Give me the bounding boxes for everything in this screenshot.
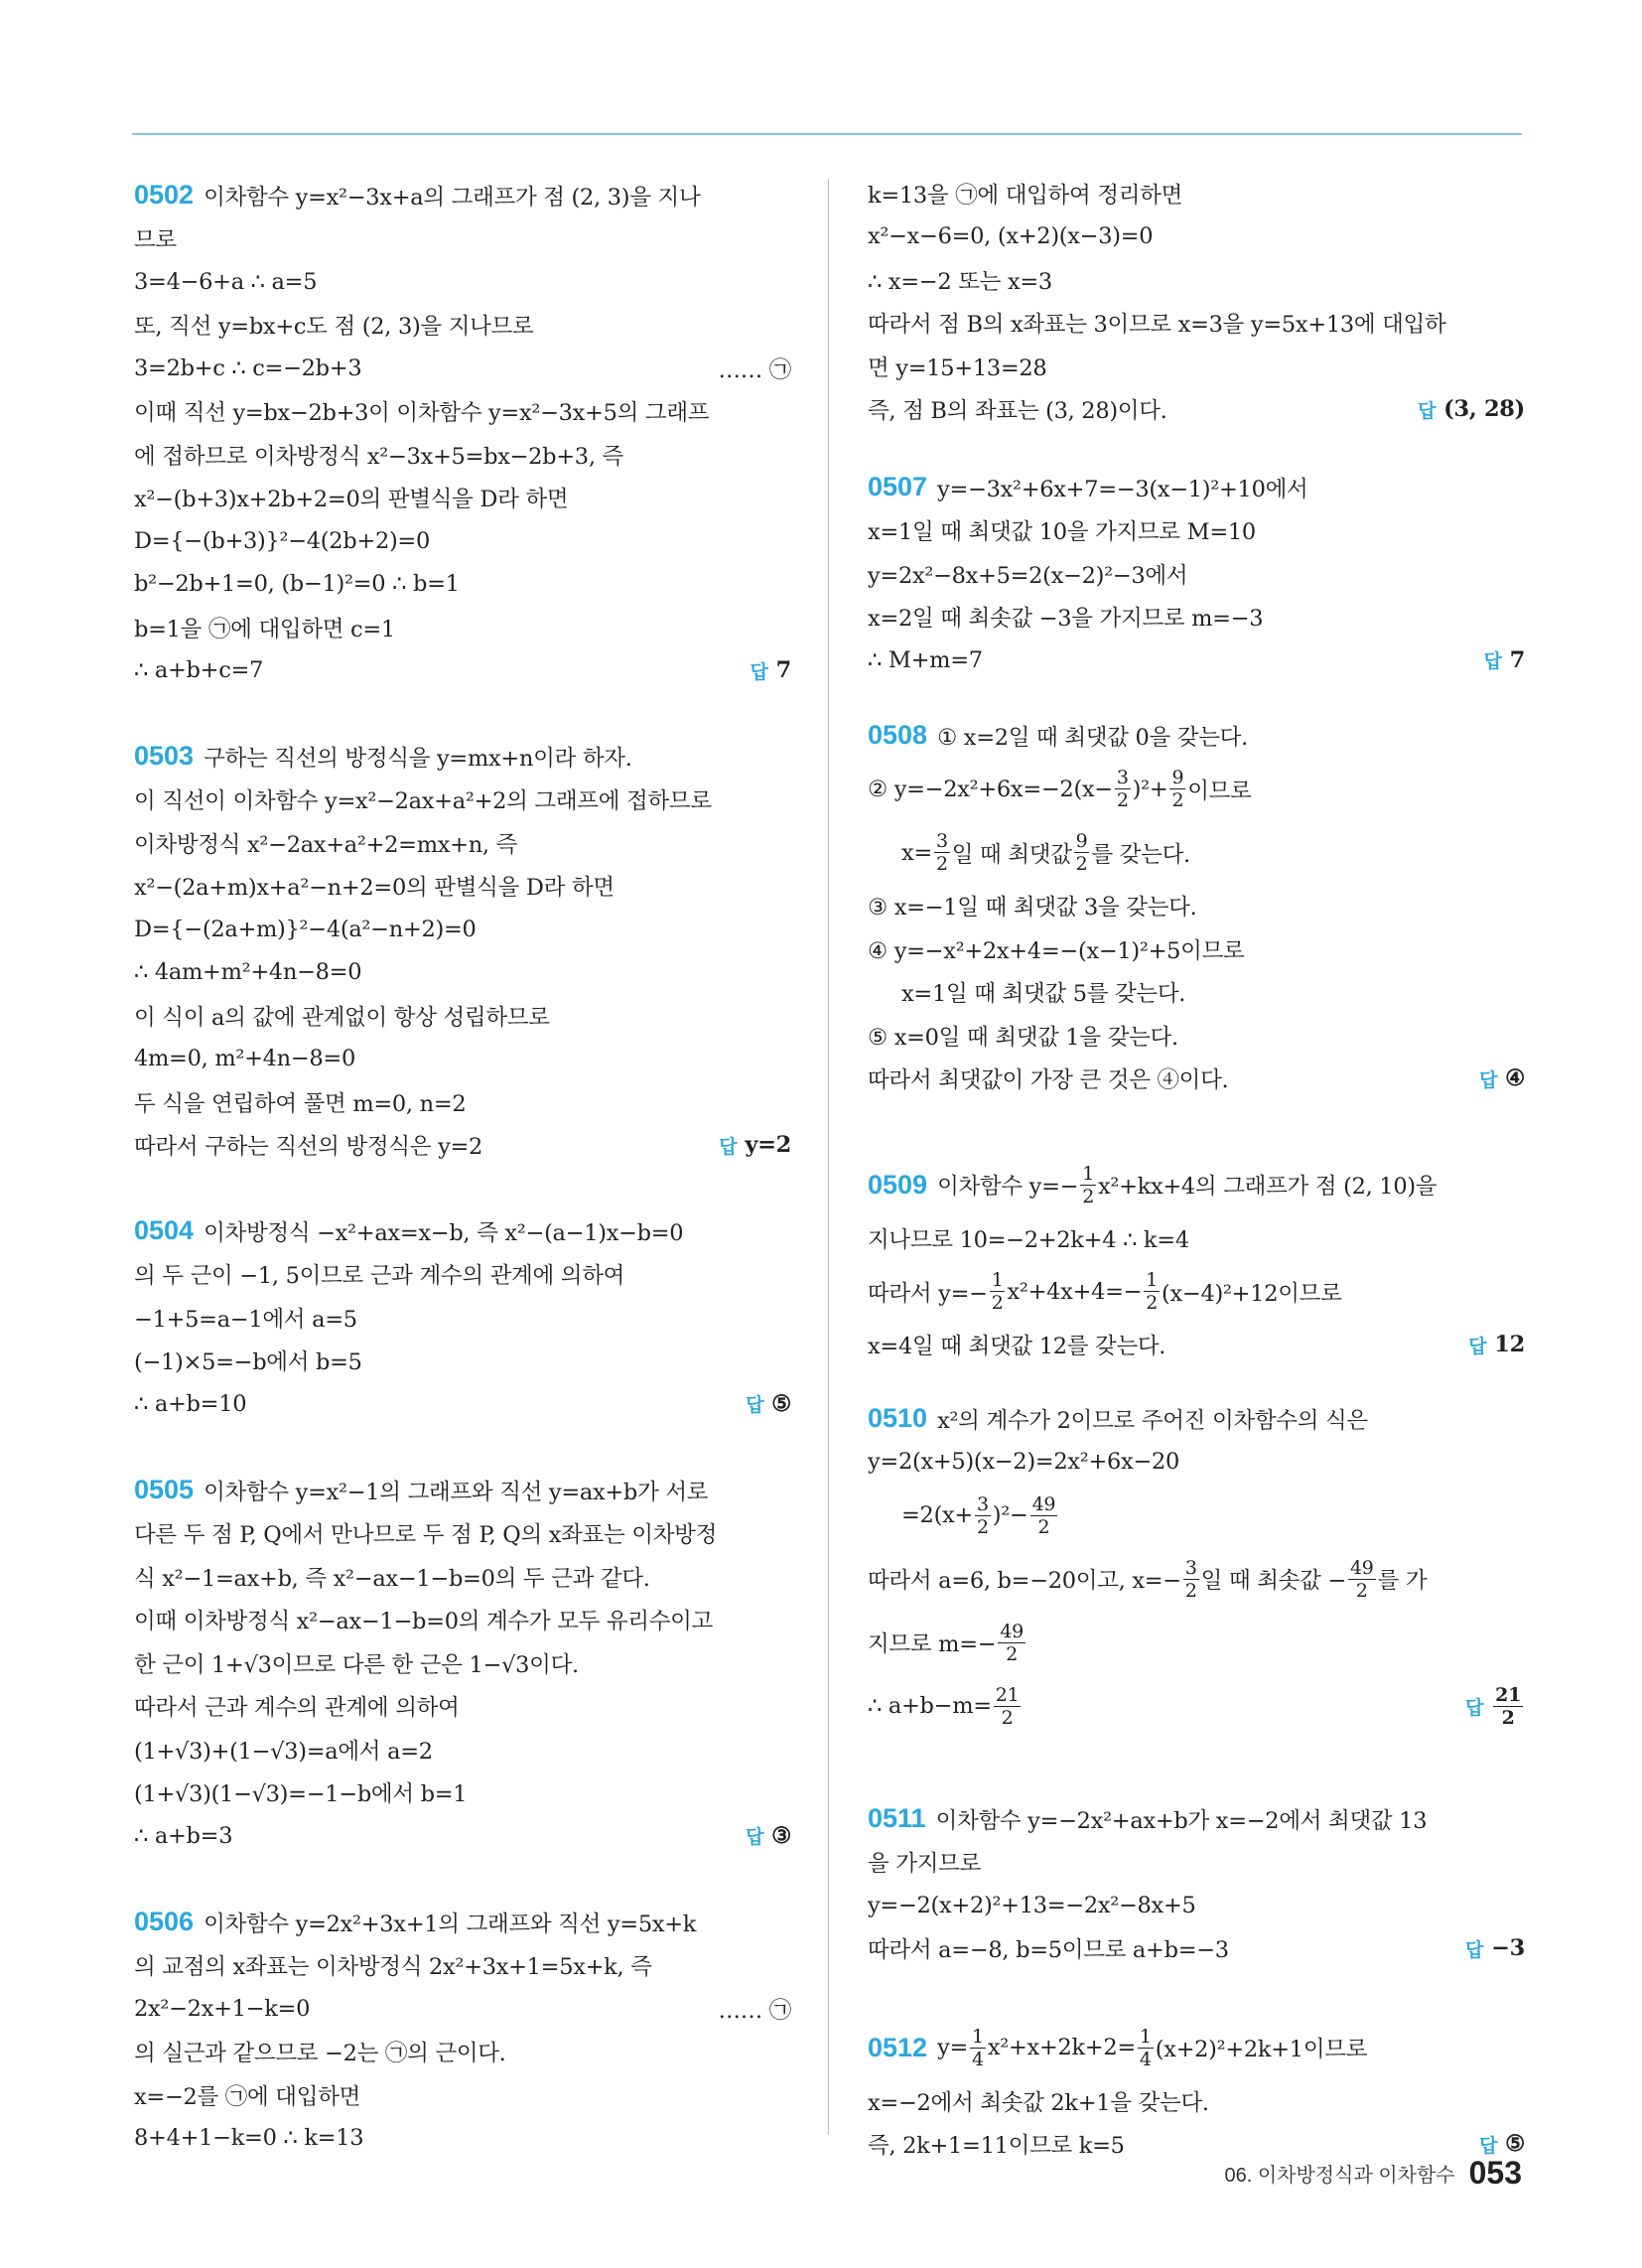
solution-line — [134, 2031, 791, 2074]
solution-line — [134, 908, 791, 951]
solution-line — [868, 258, 1525, 302]
denominator: 2 — [1001, 1706, 1014, 1729]
solution-line — [134, 606, 791, 649]
problem-0512 — [868, 2016, 1525, 2166]
solution-line — [134, 649, 791, 693]
text-segment: )²+ — [1132, 776, 1168, 802]
text-segment: ∴ x=−2 또는 x=3 — [868, 268, 1052, 295]
text-segment: x²−x−6=0, (x+2)(x−3)=0 — [868, 223, 1154, 250]
solution-line — [868, 714, 1525, 758]
solution-line — [868, 1797, 1525, 1841]
solution-line — [868, 1547, 1525, 1611]
solution-line — [868, 1397, 1525, 1441]
text-segment: x= — [901, 839, 932, 866]
solution-line — [134, 1901, 791, 1944]
solution-line — [134, 174, 791, 217]
text-segment: 이차함수 y=x²−3x+a의 그래프가 점 (2, 3)을 지나 — [204, 184, 701, 211]
solution-line — [868, 1324, 1525, 1367]
answer — [1479, 1065, 1525, 1092]
denominator: 2 — [1037, 1515, 1050, 1538]
text-segment: ∴ a+b=10 — [134, 1390, 247, 1417]
solution-line — [134, 304, 791, 348]
denominator: 2 — [1116, 789, 1129, 811]
problem-number: 0510 — [868, 1403, 928, 1434]
text-segment: b²−2b+1=0, (b−1)²=0 ∴ b=1 — [134, 571, 460, 598]
text-segment: 8+4+1−k=0 ∴ k=13 — [134, 2125, 364, 2152]
denominator: 2 — [1006, 1642, 1018, 1665]
text-segment: 므로 — [134, 227, 177, 254]
answer-value — [1443, 396, 1525, 422]
denominator: 2 — [935, 853, 948, 875]
solution-line — [868, 596, 1525, 639]
answer-label: 답 — [1483, 651, 1502, 673]
solution-line — [868, 302, 1525, 346]
text-segment: 이차방정식 x²−2ax+a²+2=mx+n, 즉 — [134, 831, 518, 858]
text-segment: y=2x²−8x+5=2(x−2)²−3에서 — [868, 562, 1188, 589]
solution-line — [134, 1382, 791, 1426]
text-segment: 식 x²−1=ax+b, 즉 x²−ax−1−b=0의 두 근과 같다. — [134, 1565, 650, 1592]
solution-line — [134, 1944, 791, 1988]
text-segment: 일 때 최댓값 — [951, 841, 1072, 868]
problem-0509 — [868, 1153, 1525, 1366]
answer-value — [1510, 647, 1525, 673]
problem-0502 — [134, 174, 791, 692]
text-segment: 지므로 m=− — [868, 1631, 997, 1657]
fraction — [1493, 1684, 1523, 1729]
solution-line — [868, 927, 1525, 971]
text-segment: 3=2b+c ∴ c=−2b+3 — [134, 354, 362, 381]
equation-tag: …… ㉠ — [718, 1997, 791, 2024]
fraction — [1348, 1557, 1376, 1602]
fraction — [975, 1493, 991, 1538]
problem-number: 0507 — [868, 472, 928, 502]
answer — [1465, 1684, 1525, 1729]
text-segment: 4m=0, m²+4n−8=0 — [134, 1046, 355, 1072]
text-segment: y=−2(x+2)²+13=−2x²−8x+5 — [868, 1892, 1196, 1918]
text-segment: (x−4)²+12이므로 — [1162, 1280, 1342, 1307]
problem-number: 0503 — [134, 741, 195, 772]
text-segment: y=2 — [745, 1132, 791, 1159]
text-segment: 에 접하므로 이차방정식 x²−3x+5=bx−2b+3, 즉 — [134, 443, 623, 470]
text-segment: 이때 이차방정식 x²−ax−1−b=0의 계수가 모두 유리수이고 — [134, 1609, 714, 1635]
problem-0503 — [134, 735, 791, 1167]
text-segment: ∴ a+b−m= — [868, 1693, 992, 1719]
fraction — [1183, 1557, 1199, 1602]
denominator: 2 — [1082, 1185, 1094, 1207]
text-segment: 의 교점의 x좌표는 이차방정식 2x²+3x+1=5x+k, 즉 — [134, 1954, 652, 1981]
text-segment: ③ x=−1일 때 최댓값 3을 갖는다. — [868, 895, 1197, 921]
answer-label: 답 — [746, 1395, 764, 1417]
solution-line — [868, 1927, 1525, 1971]
numerator: 1 — [1082, 1162, 1094, 1185]
text-segment: ∴ M+m=7 — [868, 646, 983, 673]
numerator: 9 — [1171, 767, 1184, 788]
solution-line — [134, 433, 791, 477]
text-segment: 따라서 a=6, b=−20이고, x=− — [868, 1568, 1181, 1594]
solution-line — [868, 552, 1525, 596]
solution-line — [868, 1260, 1525, 1324]
text-segment: ② y=−2x²+6x=−2(x− — [868, 776, 1113, 802]
text-segment: =2(x+ — [901, 1502, 973, 1528]
page-number: 053 — [1468, 2155, 1522, 2191]
solution-line — [868, 1674, 1525, 1738]
denominator: 2 — [977, 1515, 989, 1538]
column-divider — [828, 179, 829, 2135]
answer-label: 답 — [1468, 1336, 1487, 1357]
text-segment: 이차함수 y=2x²+3x+1의 그래프와 직선 y=5x+k — [204, 1911, 697, 1937]
solution-line — [134, 1512, 791, 1556]
text-segment: (−1)×5=−b에서 b=5 — [134, 1349, 362, 1376]
text-segment: ∴ a+b+c=7 — [134, 657, 264, 684]
solution-line — [868, 2079, 1525, 2123]
text-segment: 따라서 근과 계수의 관계에 의하여 — [134, 1695, 460, 1722]
answer-label: 답 — [1418, 400, 1437, 422]
answer — [1484, 646, 1525, 673]
denominator: 2 — [1146, 1292, 1159, 1314]
answer-label: 답 — [1479, 1069, 1498, 1091]
text-segment: 이차함수 y=− — [937, 1174, 1079, 1200]
solution-line — [134, 217, 791, 261]
text-segment: 따라서 구하는 직선의 방정식은 y=2 — [134, 1134, 483, 1161]
problem-number: 0506 — [134, 1907, 195, 1937]
solution-line — [134, 1080, 791, 1124]
answer-value — [1494, 1332, 1525, 1357]
numerator: 21 — [1495, 1683, 1521, 1706]
solution-line — [868, 971, 1525, 1015]
problem-number: 0508 — [868, 720, 928, 751]
answer-label: 답 — [719, 1136, 738, 1158]
answer — [746, 1390, 791, 1417]
text-segment: x=1일 때 최댓값 10을 가지므로 M=10 — [868, 519, 1256, 546]
solution-line — [134, 1209, 791, 1253]
text-segment: ∴ a+b=3 — [134, 1822, 233, 1849]
solution-line — [868, 758, 1525, 821]
text-segment: ⑤ — [771, 1390, 791, 1417]
fraction — [1115, 767, 1131, 811]
text-segment: y=−3x²+6x+7=−3(x−1)²+10에서 — [937, 476, 1308, 502]
solution-line — [134, 563, 791, 607]
problem-0506 — [134, 1901, 791, 2160]
numerator: 3 — [977, 1492, 989, 1515]
text-segment: x²+4x+4=− — [1007, 1278, 1143, 1305]
text-segment: 이차함수 y=−2x²+ax+b가 x=−2에서 최댓값 13 — [935, 1807, 1428, 1834]
numerator: 3 — [1116, 767, 1129, 788]
solution-line — [134, 1555, 791, 1599]
answer — [1468, 1332, 1525, 1358]
problem-number: 0512 — [868, 2032, 928, 2062]
solution-line — [868, 1153, 1525, 1216]
answer — [1465, 1935, 1525, 1962]
solution-line — [868, 1216, 1525, 1260]
solution-line — [134, 1728, 791, 1772]
solution-line — [868, 345, 1525, 388]
solution-line — [868, 2016, 1525, 2079]
solution-line — [868, 1611, 1525, 1674]
top-rule — [132, 133, 1522, 135]
text-segment: 한 근이 1+√3이므로 다른 한 근은 1−√3이다. — [134, 1651, 579, 1678]
numerator: 3 — [935, 830, 948, 852]
fraction — [990, 1269, 1006, 1314]
text-segment: x²−(2a+m)x+a²−n+2=0의 판별식을 D라 하면 — [134, 875, 615, 902]
text-segment: ③ — [771, 1822, 791, 1849]
solution-line — [134, 1685, 791, 1729]
fraction — [934, 830, 950, 875]
text-segment: 일 때 최솟값 − — [1200, 1568, 1346, 1594]
problem-0505 — [134, 1469, 791, 1858]
text-segment: 의 실근과 같으므로 −2는 ㉠의 근이다. — [134, 2041, 506, 2067]
text-segment: (1+√3)+(1−√3)=a에서 a=2 — [134, 1738, 433, 1765]
solution-line — [868, 509, 1525, 553]
text-segment: D={−(b+3)}²−4(2b+2)=0 — [134, 527, 430, 554]
solution-line — [134, 1296, 791, 1340]
text-segment: y=2(x+5)(x−2)=2x²+6x−20 — [868, 1449, 1180, 1476]
solution-line — [134, 1124, 791, 1168]
solution-line — [868, 172, 1525, 215]
text-segment: (3, 28) — [1443, 396, 1525, 423]
answer — [746, 1822, 791, 1849]
numerator: 1 — [1139, 2025, 1152, 2048]
answer — [1479, 2131, 1525, 2158]
solution-line — [868, 638, 1525, 682]
problem-continued — [868, 172, 1525, 431]
problem-0508 — [868, 714, 1525, 1100]
solution-line — [134, 2073, 791, 2117]
fraction — [1138, 2026, 1154, 2070]
answer-label: 답 — [1479, 2135, 1498, 2157]
text-segment: 또, 직선 y=bx+c도 점 (2, 3)을 지나므로 — [134, 314, 534, 341]
solution-line — [134, 1469, 791, 1512]
text-segment: x²+kx+4의 그래프가 점 (2, 10)을 — [1097, 1174, 1437, 1200]
fraction — [970, 2026, 986, 2070]
denominator: 2 — [1075, 853, 1088, 875]
fraction — [1144, 1269, 1160, 1314]
solution-line — [134, 779, 791, 822]
solution-line — [134, 951, 791, 995]
text-segment: 이때 직선 y=bx−2b+3이 이차함수 y=x²−3x+5의 그래프 — [134, 400, 710, 427]
answer-value — [1491, 1684, 1525, 1729]
text-segment: 따라서 점 B의 x좌표는 3이므로 x=3을 y=5x+13에 대입하 — [868, 312, 1446, 339]
text-segment: 12 — [1494, 1332, 1525, 1358]
solution-line — [134, 260, 791, 304]
solution-line — [134, 1340, 791, 1383]
text-segment: D={−(2a+m)}²−4(a²−n+2)=0 — [134, 916, 477, 942]
solution-line — [134, 1987, 791, 2031]
denominator: 2 — [1171, 789, 1184, 811]
text-segment: 3=4−6+a ∴ a=5 — [134, 268, 318, 295]
solution-line — [134, 1599, 791, 1642]
fraction — [1030, 1493, 1058, 1538]
solution-line — [868, 1841, 1525, 1885]
text-segment: 의 두 근이 −1, 5이므로 근과 계수의 관계에 의하여 — [134, 1263, 625, 1290]
fraction — [1080, 1163, 1096, 1207]
text-segment: x=−2에서 최솟값 2k+1을 갖는다. — [868, 2089, 1209, 2116]
text-segment: 구하는 직선의 방정식을 y=mx+n이라 하자. — [204, 745, 632, 772]
solution-line — [134, 1253, 791, 1297]
answer-label: 답 — [746, 1827, 764, 1849]
fraction — [998, 1621, 1026, 1665]
denominator: 2 — [1501, 1706, 1515, 1729]
answer-value — [771, 1823, 791, 1849]
text-segment: 이차함수 y=x²−1의 그래프와 직선 y=ax+b가 서로 — [204, 1479, 709, 1505]
denominator: 2 — [991, 1292, 1004, 1314]
text-segment: y= — [937, 2035, 969, 2060]
numerator: 1 — [1146, 1269, 1159, 1291]
problem-number: 0504 — [134, 1215, 195, 1246]
answer — [751, 657, 791, 684]
text-segment: ① x=2일 때 최댓값 0을 갖는다. — [937, 724, 1248, 751]
answer-value — [1505, 1065, 1525, 1091]
denominator: 4 — [1139, 2048, 1152, 2070]
text-segment: 이 직선이 이차함수 y=x²−2ax+a²+2의 그래프에 접하므로 — [134, 788, 712, 815]
solution-line — [134, 2117, 791, 2161]
solution-line — [868, 466, 1525, 509]
text-segment: ⑤ — [1505, 2131, 1525, 2158]
solution-line — [134, 735, 791, 779]
text-segment: )²− — [992, 1502, 1028, 1528]
solution-line — [134, 1772, 791, 1815]
text-segment: −3 — [1491, 1935, 1525, 1962]
solution-line — [134, 347, 791, 390]
numerator: 1 — [991, 1269, 1004, 1291]
text-segment: 이차방정식 −x²+ax=x−b, 즉 x²−(a−1)x−b=0 — [204, 1219, 684, 1246]
text-segment: ⑤ x=0일 때 최댓값 1을 갖는다. — [868, 1024, 1178, 1051]
solution-line — [134, 865, 791, 909]
problem-number: 0502 — [134, 180, 195, 211]
text-segment: 을 가지므로 — [868, 1851, 982, 1878]
text-segment: 이 식이 a의 값에 관계없이 항상 성립하므로 — [134, 1004, 550, 1031]
text-segment: x²+x+2k+2= — [987, 2035, 1136, 2060]
text-segment: 따라서 y=− — [868, 1280, 988, 1307]
text-segment: x=1일 때 최댓값 5를 갖는다. — [901, 981, 1186, 1008]
solution-line — [868, 1058, 1525, 1101]
text-segment: −1+5=a−1에서 a=5 — [134, 1306, 357, 1333]
text-segment: x=4일 때 최댓값 12를 갖는다. — [868, 1334, 1166, 1360]
text-segment: (1+√3)(1−√3)=−1−b에서 b=1 — [134, 1781, 468, 1808]
problem-0504 — [134, 1209, 791, 1426]
fraction — [994, 1684, 1022, 1729]
solution-line — [868, 215, 1525, 259]
text-segment: ∴ 4am+m²+4n−8=0 — [134, 959, 362, 986]
problem-number: 0509 — [868, 1169, 928, 1200]
text-segment: ④ — [1505, 1065, 1525, 1092]
text-segment: k=13을 ㉠에 대입하여 정리하면 — [868, 182, 1183, 209]
text-segment: 이므로 — [1187, 778, 1252, 804]
solution-line — [868, 388, 1525, 432]
denominator: 2 — [1184, 1579, 1197, 1602]
answer — [1418, 396, 1525, 423]
text-segment: 2x²−2x+1−k=0 — [134, 1995, 311, 2022]
numerator: 21 — [995, 1683, 1020, 1706]
answer-value — [1491, 1935, 1525, 1961]
answer-label: 답 — [1465, 1939, 1484, 1961]
solution-line — [134, 1038, 791, 1081]
solution-line — [134, 390, 791, 434]
text-segment: b=1을 ㉠에 대입하면 c=1 — [134, 616, 395, 642]
text-segment: 를 가 — [1377, 1568, 1428, 1594]
solution-line — [134, 477, 791, 520]
problem-number: 0511 — [868, 1803, 926, 1834]
text-segment: 7 — [1509, 646, 1525, 673]
answer-value — [776, 657, 791, 683]
denominator: 2 — [1355, 1579, 1368, 1602]
numerator: 1 — [972, 2025, 984, 2048]
answer-label: 답 — [1465, 1697, 1484, 1719]
solution-line — [134, 821, 791, 865]
solution-line — [134, 519, 791, 563]
text-segment: x=2일 때 최솟값 −3을 가지므로 m=−3 — [868, 606, 1264, 633]
text-segment: 다른 두 점 P, Q에서 만나므로 두 점 P, Q의 x좌표는 이차방정 — [134, 1522, 718, 1549]
chapter-title: 06. 이차방정식과 이차함수 — [1224, 2165, 1455, 2187]
text-segment: 를 갖는다. — [1091, 841, 1190, 868]
equation-tag: …… ㉠ — [718, 356, 791, 383]
text-segment: 지나므로 10=−2+2k+4 ∴ k=4 — [868, 1226, 1189, 1253]
problem-0510 — [868, 1397, 1525, 1738]
solution-line — [868, 1484, 1525, 1547]
problem-number: 0505 — [134, 1475, 195, 1505]
text-segment: x²의 계수가 2이므로 주어진 이차함수의 식은 — [937, 1407, 1368, 1434]
numerator: 49 — [1349, 1556, 1374, 1579]
numerator: 9 — [1075, 830, 1088, 852]
solution-line — [868, 885, 1525, 928]
text-segment: 따라서 a=−8, b=5이므로 a+b=−3 — [868, 1937, 1229, 1964]
solution-line — [134, 994, 791, 1038]
answer-value — [1505, 2131, 1525, 2157]
answer-value — [771, 1391, 791, 1417]
text-segment: 즉, 점 B의 좌표는 (3, 28)이다. — [868, 398, 1167, 425]
text-segment: x=−2를 ㉠에 대입하면 — [134, 2083, 361, 2110]
solution-line — [868, 821, 1525, 885]
answer — [719, 1132, 791, 1159]
numerator: 49 — [1000, 1620, 1024, 1642]
fraction — [1169, 767, 1185, 811]
text-segment: x²−(b+3)x+2b+2=0의 판별식을 D라 하면 — [134, 487, 569, 513]
solution-line — [868, 1014, 1525, 1058]
problem-0507 — [868, 466, 1525, 682]
numerator: 3 — [1184, 1556, 1197, 1579]
text-segment: 면 y=15+13=28 — [868, 354, 1047, 381]
numerator: 49 — [1031, 1492, 1056, 1515]
answer-value — [745, 1132, 791, 1158]
fraction — [1074, 830, 1090, 875]
text-segment: 두 식을 연립하여 풀면 m=0, n=2 — [134, 1090, 467, 1117]
text-segment: (x+2)²+2k+1이므로 — [1155, 2037, 1368, 2062]
denominator: 4 — [972, 2048, 984, 2070]
text-segment: ④ y=−x²+2x+4=−(x−1)²+5이므로 — [868, 937, 1245, 964]
text-segment: 7 — [775, 657, 791, 684]
text-segment: 즉, 2k+1=11이므로 k=5 — [868, 2133, 1125, 2160]
page-footer — [1224, 2155, 1522, 2192]
solution-line — [868, 1884, 1525, 1927]
solution-line — [134, 1814, 791, 1858]
problem-0511 — [868, 1797, 1525, 1970]
solution-line — [868, 1441, 1525, 1485]
solution-line — [134, 1641, 791, 1685]
text-segment: 따라서 최댓값이 가장 큰 것은 ④이다. — [868, 1067, 1229, 1094]
answer-label: 답 — [750, 661, 768, 683]
